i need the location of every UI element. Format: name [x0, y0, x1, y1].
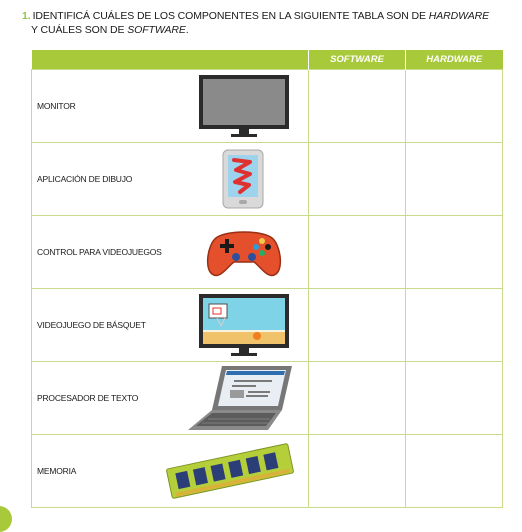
ram-memory-icon: [162, 442, 298, 500]
item-cell: [32, 435, 309, 508]
table-row: [32, 289, 503, 362]
instruction: [22, 9, 502, 37]
software-check-cell[interactable]: [309, 216, 406, 289]
item-label: PROCESADOR DE TEXTO: [37, 393, 139, 403]
instruction-line1: IDENTIFICÁ CUÁLES DE LOS COMPONENTES EN LA SIGUIENTE TABLA SON DE: [32, 10, 429, 22]
item-cell: [32, 289, 309, 362]
header-software: SOFTWARE: [309, 50, 406, 70]
software-check-cell[interactable]: [309, 70, 406, 143]
instruction-software-term: SOFTWARE: [127, 24, 186, 36]
hardware-check-cell[interactable]: [406, 216, 503, 289]
basketball-game-screen-icon: [197, 292, 291, 358]
laptop-word-processor-icon: [182, 364, 294, 432]
table-row: [32, 362, 503, 435]
item-label: MEMORIA: [37, 466, 77, 476]
hardware-check-cell[interactable]: [406, 362, 503, 435]
software-check-cell[interactable]: [309, 143, 406, 216]
item-cell: [32, 362, 309, 435]
table-row: [32, 143, 503, 216]
item-label: MONITOR: [37, 101, 76, 111]
item-label: VIDEOJUEGO DE BÁSQUET: [37, 320, 146, 330]
exercise-number: 1.: [22, 10, 31, 22]
item-cell: [32, 143, 309, 216]
item-label: CONTROL PARA VIDEOJUEGOS: [37, 247, 162, 257]
hardware-check-cell[interactable]: [406, 70, 503, 143]
instruction-period: .: [185, 24, 189, 36]
instruction-line2-text: Y CUÁLES SON DE: [31, 24, 128, 36]
instruction-line2: [22, 23, 502, 37]
hardware-check-cell[interactable]: [406, 435, 503, 508]
software-check-cell[interactable]: [309, 289, 406, 362]
header-blank: [32, 50, 309, 70]
item-cell: [32, 70, 309, 143]
table-header-row: [32, 50, 503, 70]
gamepad-icon: [204, 224, 284, 280]
monitor-icon: [197, 73, 291, 139]
software-check-cell[interactable]: [309, 435, 406, 508]
instruction-hardware-term: HARDWARE: [428, 10, 490, 22]
table-row: [32, 216, 503, 289]
classification-table: [31, 50, 503, 508]
tablet-drawing-app-icon: [220, 148, 266, 210]
item-cell: [32, 216, 309, 289]
table-row: [32, 435, 503, 508]
decorative-corner: [0, 506, 12, 532]
hardware-check-cell[interactable]: [406, 289, 503, 362]
software-check-cell[interactable]: [309, 362, 406, 435]
table-row: [32, 70, 503, 143]
hardware-check-cell[interactable]: [406, 143, 503, 216]
header-hardware: HARDWARE: [406, 50, 503, 70]
item-label: APLICACIÓN DE DIBUJO: [37, 174, 133, 184]
